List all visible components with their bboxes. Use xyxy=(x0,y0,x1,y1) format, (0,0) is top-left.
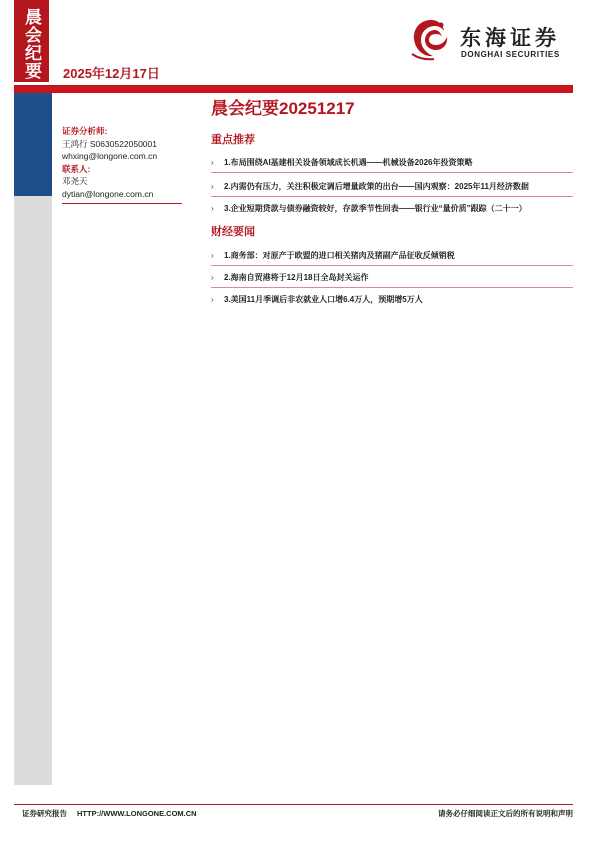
news-item[interactable]: › 3.美国11月季调后非农就业人口增6.4万人，预期增5万人 xyxy=(211,295,423,304)
logo-text-cn: 东海证券 xyxy=(460,27,560,50)
side-tab-label: 晨会纪要 xyxy=(22,8,41,80)
highlight-item[interactable]: › 1.布局围绕AI基建相关设备领域成长机遇——机械设备2026年投资策略 xyxy=(211,158,473,167)
side-tab xyxy=(14,0,49,82)
chevron-right-icon: › xyxy=(211,251,214,260)
report-date: 2025年12月17日 xyxy=(63,66,160,81)
analyst-label: 证券分析师: xyxy=(62,126,108,136)
company-logo xyxy=(408,16,573,62)
chevron-right-icon: › xyxy=(211,273,214,282)
chevron-right-icon: › xyxy=(211,182,214,191)
analyst-name: 王鸿行 S0630522050001 xyxy=(62,138,157,149)
footer-report-type: 证券研究报告 xyxy=(22,809,67,818)
section-title-highlights: 重点推荐 xyxy=(211,134,255,146)
analyst-email: whxing@longone.com.cn xyxy=(62,151,158,161)
footer-left xyxy=(22,808,197,819)
chevron-right-icon: › xyxy=(211,295,214,304)
contact-email: dytian@longone.com.cn xyxy=(62,188,154,199)
footer-rule xyxy=(14,804,573,805)
item-divider xyxy=(211,196,573,197)
item-divider xyxy=(211,172,573,173)
dragon-logo-icon xyxy=(408,16,454,62)
logo-text-en: DONGHAI SECURITIES xyxy=(461,50,560,59)
contact-label: 联系人: xyxy=(62,163,91,174)
news-item[interactable]: › 2.海南自贸港将于12月18日全岛封关运作 xyxy=(211,273,369,282)
section-title-news: 财经要闻 xyxy=(211,226,255,238)
item-divider xyxy=(211,265,573,266)
highlight-item[interactable]: › 2.内需仍有压力，关注积极定调后增量政策的出台——国内观察：2025年11月经济数据 xyxy=(211,182,529,191)
contact-name: 邓尧天 xyxy=(62,176,88,186)
news-item[interactable]: › 1.商务部：对原产于欧盟的进口相关猪肉及猪副产品征收反倾销税 xyxy=(211,251,455,260)
sidebar-blue-block xyxy=(14,93,52,196)
header-band xyxy=(14,86,573,93)
chevron-right-icon: › xyxy=(211,204,214,213)
analyst-info xyxy=(62,125,182,206)
analyst-divider xyxy=(62,203,182,204)
chevron-right-icon: › xyxy=(211,158,214,167)
highlight-item[interactable]: › 3.企业短期贷款与债券融资较好，存款季节性回表——银行业“量价质”跟踪（二十一） xyxy=(211,204,527,213)
sidebar-column xyxy=(14,93,52,785)
footer-url-link[interactable]: HTTP://WWW.LONGONE.COM.CN xyxy=(77,809,197,818)
document-title: 晨会纪要20251217 xyxy=(211,99,355,118)
footer-disclaimer: 请务必仔细阅读正文后的所有说明和声明 xyxy=(438,809,573,818)
item-divider xyxy=(211,287,573,288)
